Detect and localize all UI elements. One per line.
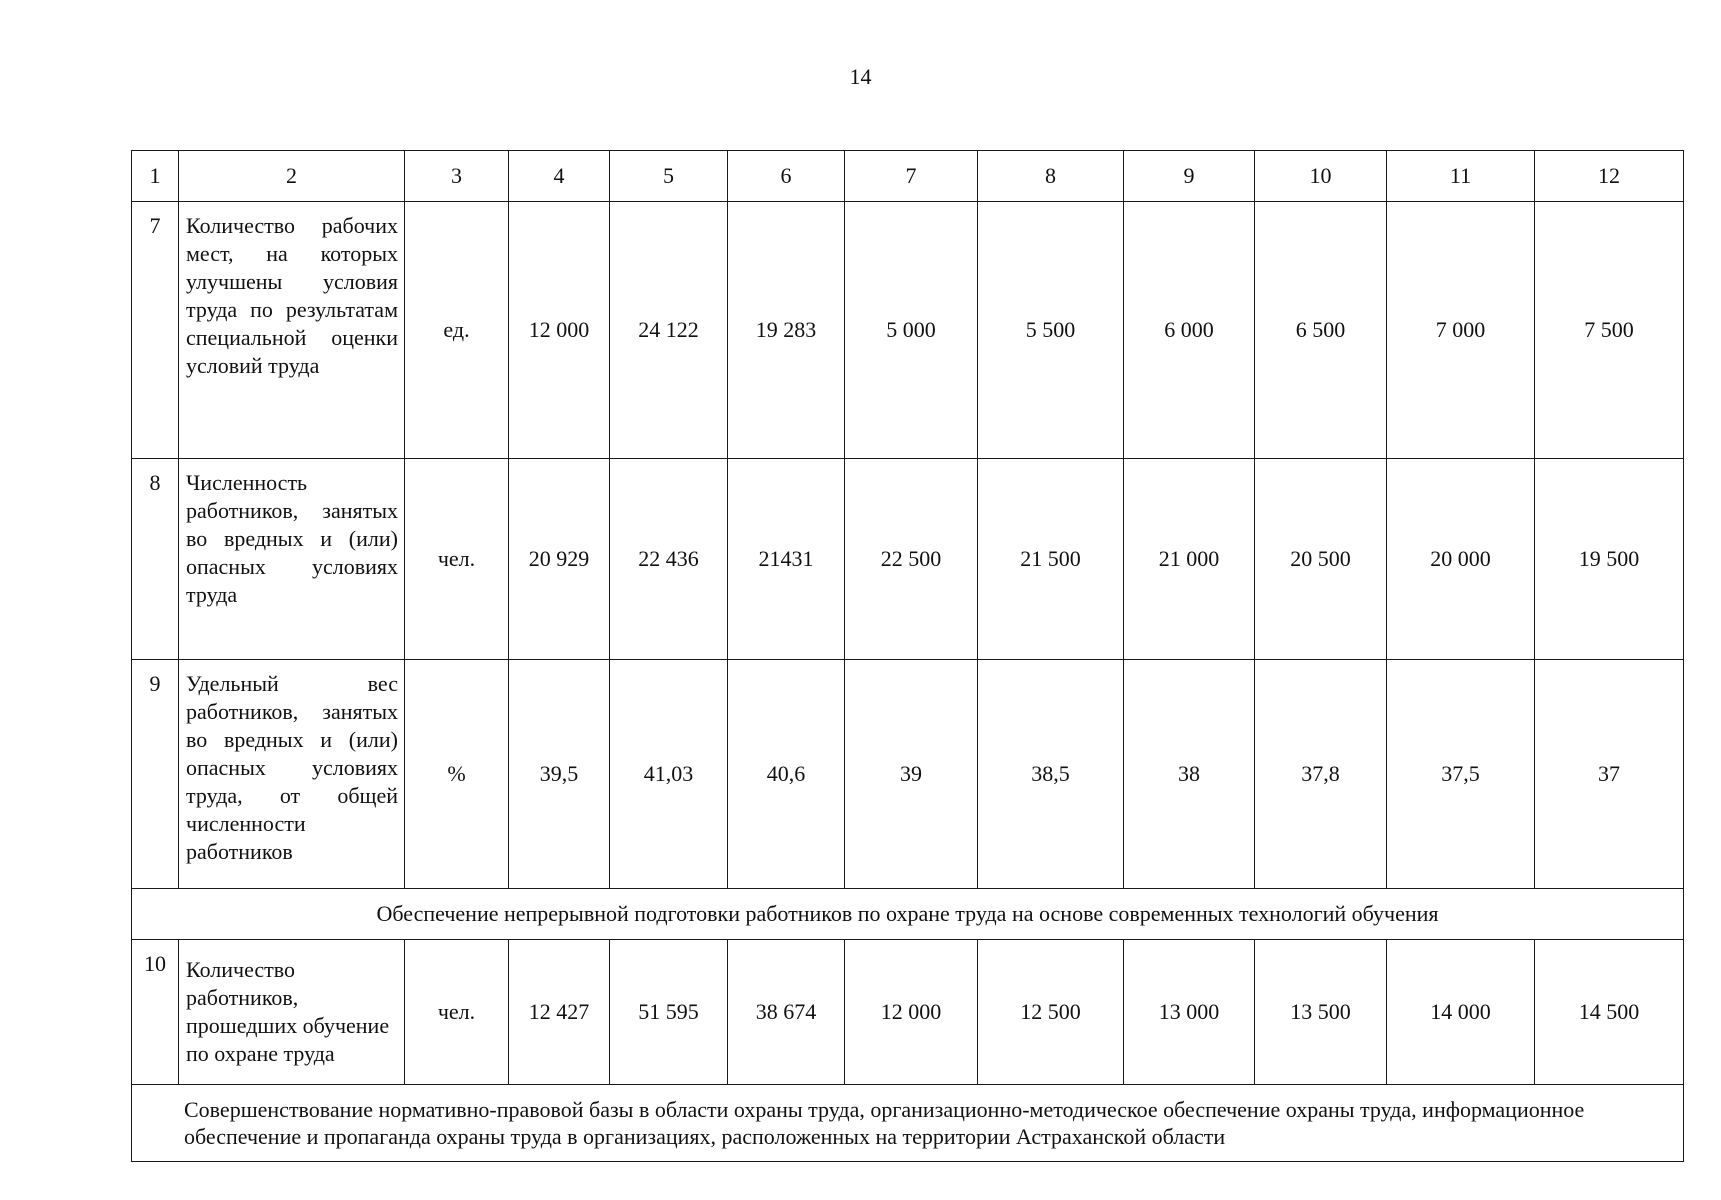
value-cell: 22 500	[845, 459, 978, 660]
value-cell: 21 500	[978, 459, 1124, 660]
value-cell: 19 500	[1535, 459, 1684, 660]
table-row	[132, 940, 1684, 1085]
value-cell: 38,5	[978, 660, 1124, 889]
table-row	[132, 459, 1684, 660]
value-cell: 12 000	[845, 940, 978, 1085]
value-cell: 24 122	[610, 202, 728, 459]
value-cell: 14 000	[1387, 940, 1535, 1085]
header-cell: 11	[1387, 151, 1535, 202]
header-cell: 7	[845, 151, 978, 202]
unit-cell: чел.	[405, 459, 509, 660]
value-cell: 7 000	[1387, 202, 1535, 459]
value-cell: 20 000	[1387, 459, 1535, 660]
value-cell: 51 595	[610, 940, 728, 1085]
value-cell: 12 500	[978, 940, 1124, 1085]
value-cell: 13 500	[1255, 940, 1387, 1085]
indicator-name: Численность работников, занятых во вредных и (или) опасных условиях труда	[179, 459, 405, 660]
value-cell: 19 283	[728, 202, 845, 459]
header-cell: 10	[1255, 151, 1387, 202]
table-row	[132, 660, 1684, 889]
unit-cell: %	[405, 660, 509, 889]
indicator-name: Удельный вес работников, занятых во вредных и (или) опасных условиях труда, от общей численности работников	[179, 660, 405, 889]
value-cell: 20 500	[1255, 459, 1387, 660]
header-cell: 9	[1124, 151, 1255, 202]
row-number: 8	[132, 459, 179, 660]
value-cell: 14 500	[1535, 940, 1684, 1085]
value-cell: 39	[845, 660, 978, 889]
value-cell: 38	[1124, 660, 1255, 889]
table-row	[132, 202, 1684, 459]
value-cell: 21 000	[1124, 459, 1255, 660]
section-row	[132, 1085, 1684, 1162]
indicator-name: Количество работников, прошедших обучение по охране труда	[179, 940, 405, 1085]
header-cell: 6	[728, 151, 845, 202]
value-cell: 40,6	[728, 660, 845, 889]
section-heading: Совершенствование нормативно-правовой базы в области охраны труда, организационно-методическое обеспечение охраны труда, информационное обеспечение и пропаганда охраны труда в организациях, расположенных на территории Астраханской области	[132, 1085, 1684, 1162]
value-cell: 20 929	[509, 459, 610, 660]
unit-cell: чел.	[405, 940, 509, 1085]
row-number: 7	[132, 202, 179, 459]
indicators-table	[131, 150, 1684, 1162]
header-cell: 1	[132, 151, 179, 202]
value-cell: 12 000	[509, 202, 610, 459]
section-heading: Обеспечение непрерывной подготовки работников по охране труда на основе современных технологий обучения	[132, 889, 1684, 940]
value-cell: 21431	[728, 459, 845, 660]
header-cell: 12	[1535, 151, 1684, 202]
value-cell: 13 000	[1124, 940, 1255, 1085]
value-cell: 6 000	[1124, 202, 1255, 459]
value-cell: 41,03	[610, 660, 728, 889]
row-number: 10	[132, 940, 179, 1085]
table-header-row	[132, 151, 1684, 202]
row-number: 9	[132, 660, 179, 889]
value-cell: 7 500	[1535, 202, 1684, 459]
header-cell: 8	[978, 151, 1124, 202]
indicator-name: Количество рабочих мест, на которых улучшены условия труда по результатам специальной оценки условий труда	[179, 202, 405, 459]
header-cell: 2	[179, 151, 405, 202]
value-cell: 12 427	[509, 940, 610, 1085]
header-cell: 5	[610, 151, 728, 202]
value-cell: 39,5	[509, 660, 610, 889]
unit-cell: ед.	[405, 202, 509, 459]
value-cell: 37,5	[1387, 660, 1535, 889]
section-row	[132, 889, 1684, 940]
header-cell: 3	[405, 151, 509, 202]
header-cell: 4	[509, 151, 610, 202]
page-number: 14	[849, 64, 872, 89]
value-cell: 37	[1535, 660, 1684, 889]
value-cell: 37,8	[1255, 660, 1387, 889]
value-cell: 22 436	[610, 459, 728, 660]
value-cell: 5 000	[845, 202, 978, 459]
value-cell: 6 500	[1255, 202, 1387, 459]
value-cell: 38 674	[728, 940, 845, 1085]
value-cell: 5 500	[978, 202, 1124, 459]
